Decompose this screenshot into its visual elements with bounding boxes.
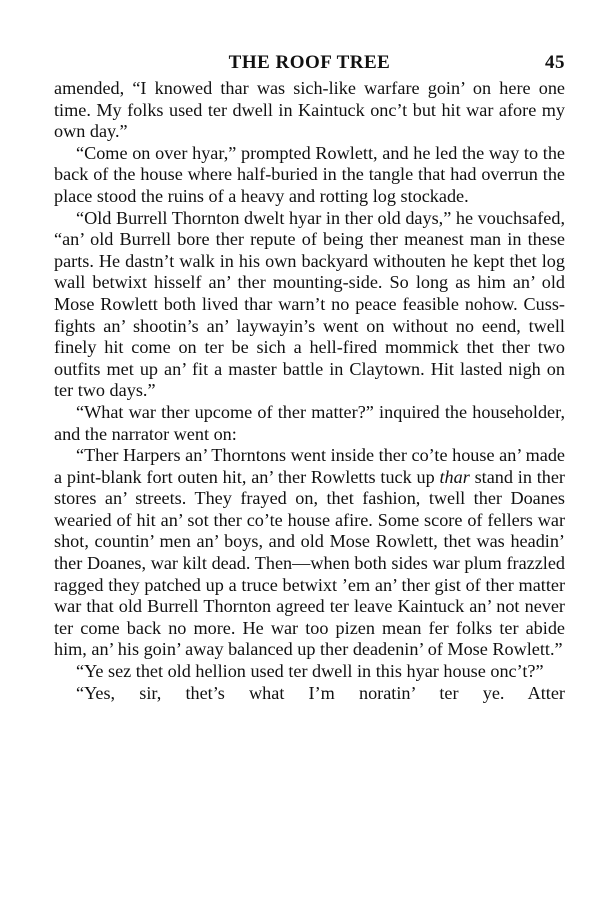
paragraph-5-italic: thar — [439, 466, 470, 487]
paragraph-1: amended, “I knowed thar was sich-like warfare goin’ on here one time. My folks used ter dwell in Kaintuck onc’t but hit war afore my own day.” — [54, 78, 565, 142]
paragraph-5 — [54, 445, 565, 661]
running-title: THE ROOF TREE — [228, 52, 391, 73]
paragraph-7: “Yes, sir, thet’s what I’m noratin’ ter ye. Atter — [76, 682, 565, 703]
paragraph-2: “Come on over hyar,” prompted Rowlett, and he led the way to the back of the house where half-buried in the tangle that had overrun the place stood the ruins of a heavy and rotting log stockade. — [54, 142, 565, 206]
running-header — [54, 48, 565, 78]
page-number: 45 — [545, 52, 565, 73]
paragraph-5-text-before: “Ther Harpers an’ Thorntons went inside ther co’te house an’ made a pint-blank fort outen hit, an’ ther Rowletts tuck up — [54, 445, 565, 487]
paragraph-5-text-after: stand in ther stores an’ streets. They frayed on, thet fashion, twell ther Doanes wearied of hit an’ sot ther co’te house afire. Some score of fellers war shot, countin’ men an’ boys, and old Mose Rowlett, thet was headin’ ther Doanes, war kilt dead. Then—when both sides war plum frazzled ragged they patched up a truce betwixt ’em an’ ther gist of ther matter war that old Burrell Thornton agreed ter leave Kaintuck an’ not never ter come back no more. He war too pizen mean fer folks ter abide him, an’ his goin’ away balanced up ther deadenin’ of Mose Rowlett.” — [54, 466, 565, 660]
page-body — [54, 78, 565, 704]
book-page — [54, 48, 565, 704]
paragraph-3: “Old Burrell Thornton dwelt hyar in ther old days,” he vouchsafed, “an’ old Burrell bore ther repute of being ther meanest man in these parts. He dastn’t walk in his own backyard withouten he kept thet log wall betwixt hisself an’ ther mounting-side. So long as him an’ old Mose Rowlett both lived thar warn’t no peace feasible nohow. Cuss-fights an’ shootin’s an’ laywayin’s went on without no eend, twell finely hit come on ter be sich a hell-fired mommick thet ther two outfits met up an’ fit a master battle in Claytown. Hit lasted nigh on ter two days.” — [54, 207, 565, 401]
paragraph-4: “What war ther upcome of ther matter?” inquired the householder, and the narrator went on: — [54, 401, 565, 444]
paragraph-6: “Ye sez thet old hellion used ter dwell in this hyar house onc’t?” — [76, 661, 544, 682]
